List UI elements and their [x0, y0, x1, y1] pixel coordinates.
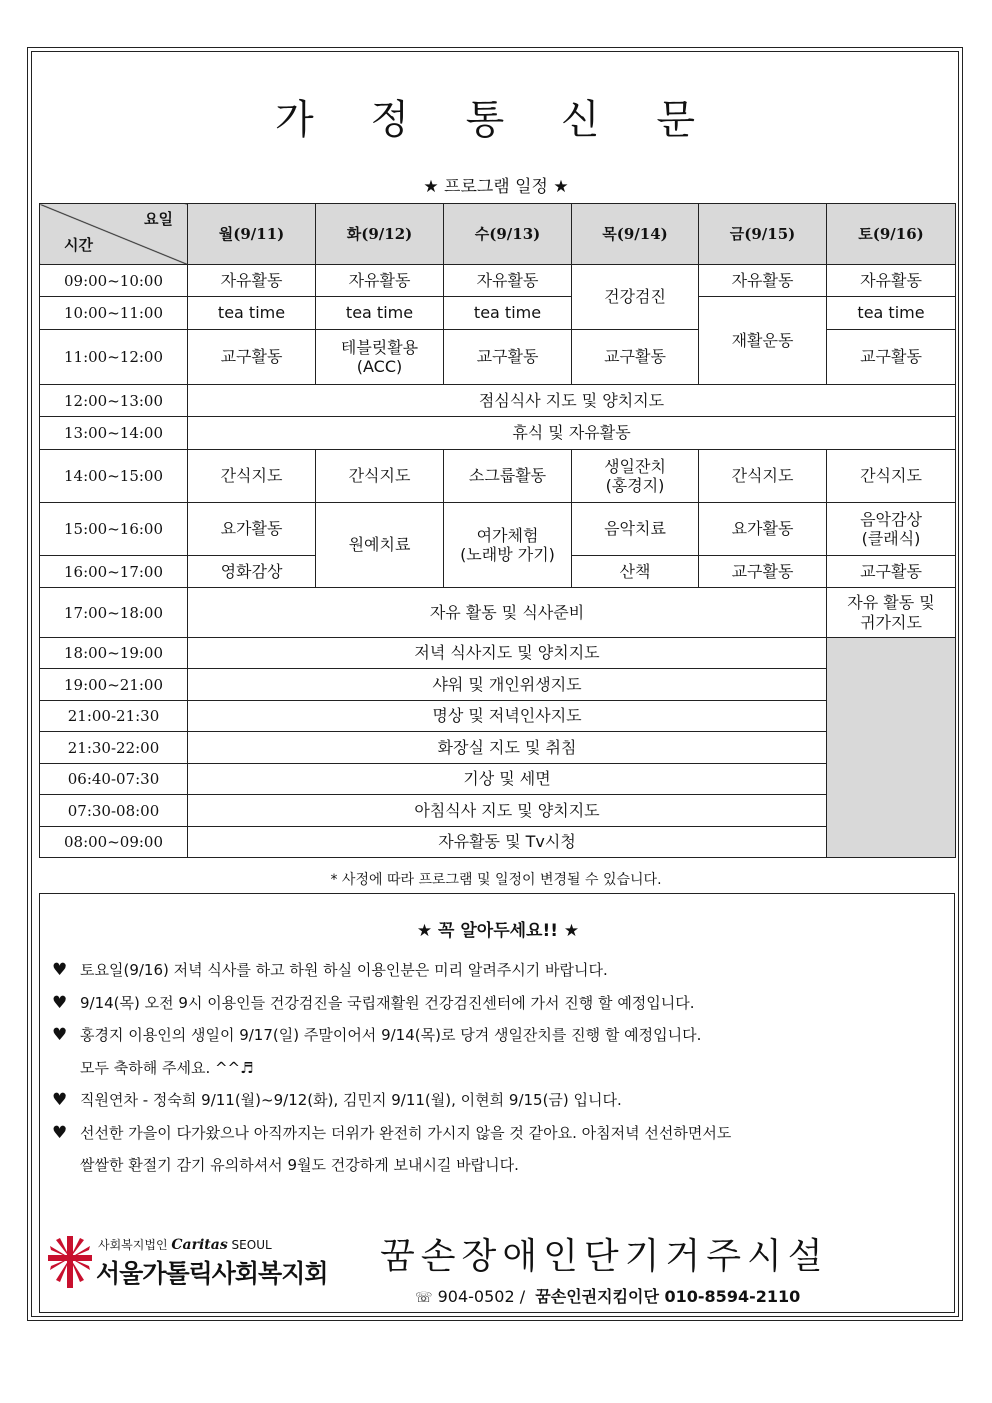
activity-cell: 교구활동 — [827, 556, 956, 588]
time-cell: 07:30-08:00 — [40, 795, 188, 827]
caritas-mark-icon — [48, 1236, 92, 1288]
schedule-note: * 사정에 따라 프로그램 및 일정이 변경될 수 있습니다. — [330, 872, 662, 888]
activity-cell: 교구활동 — [444, 330, 572, 385]
heart-icon: ♥ — [52, 960, 68, 980]
activity-cell — [572, 450, 699, 503]
activity-cell: 소그룹활동 — [444, 450, 572, 503]
activity-line: 여가체험 — [476, 525, 539, 545]
day-header: 화(9/12) — [316, 204, 444, 265]
notice-text: 선선한 가을이 다가왔으나 아직까지는 더위가 완전히 가시지 않을 것 같아요. 아침저녁 선선하면서도 — [80, 1123, 732, 1142]
time-cell: 17:00~18:00 — [40, 588, 188, 638]
time-cell: 14:00~15:00 — [40, 450, 188, 503]
time-cell: 12:00~13:00 — [40, 385, 188, 417]
logo-brand: Caritas — [171, 1237, 228, 1253]
time-cell: 19:00~21:00 — [40, 669, 188, 701]
activity-cell: 아침식사 지도 및 양치지도 — [188, 795, 827, 827]
activity-line: 테블릿활용 — [340, 337, 419, 357]
activity-cell: 기상 및 세면 — [188, 764, 827, 795]
schedule-heading: ★ 프로그램 일정 ★ — [423, 177, 569, 197]
list-item — [52, 1117, 947, 1182]
list-item — [52, 1019, 947, 1084]
activity-cell: 자유활동 — [188, 265, 316, 297]
time-cell: 08:00~09:00 — [40, 827, 188, 858]
activity-line: (ACC) — [356, 357, 403, 376]
day-header: 금(9/15) — [699, 204, 827, 265]
time-cell: 16:00~17:00 — [40, 556, 188, 588]
activity-cell: 자유활동 및 Tv시청 — [188, 827, 827, 858]
time-cell: 21:30-22:00 — [40, 732, 188, 764]
time-cell: 15:00~16:00 — [40, 503, 188, 556]
activity-cell: tea time — [444, 297, 572, 330]
activity-cell: 저녁 식사지도 및 양치지도 — [188, 638, 827, 669]
activity-cell — [827, 588, 956, 638]
activity-line: (홍경지) — [605, 476, 665, 495]
activity-line: (클래식) — [861, 529, 921, 548]
corner-cell — [40, 204, 188, 265]
activity-cell: 요가활동 — [188, 503, 316, 556]
table-row — [40, 503, 956, 556]
table-row — [40, 827, 956, 858]
table-row — [40, 764, 956, 795]
activity-line: 음악감상 — [860, 509, 922, 529]
table-row — [40, 265, 956, 297]
notice-title: ★ 꼭 알아두세요!! ★ — [416, 921, 580, 941]
activity-cell — [827, 503, 956, 556]
activity-cell: 요가활동 — [699, 503, 827, 556]
logo-prefix: 사회복지법인 — [98, 1238, 168, 1252]
list-item — [52, 987, 947, 1020]
page-title: 가 정 통 신 문 — [274, 97, 718, 143]
facility-name: 꿈손장애인단기거주시설 — [380, 1236, 829, 1277]
activity-cell: 자유활동 — [444, 265, 572, 297]
corner-day-label: 요일 — [144, 210, 173, 228]
schedule-table — [39, 203, 956, 858]
activity-cell: 교구활동 — [699, 556, 827, 588]
activity-cell — [444, 503, 572, 588]
time-cell: 06:40-07:30 — [40, 764, 188, 795]
logo-suffix: SEOUL — [231, 1238, 272, 1252]
table-row — [40, 638, 956, 669]
activity-cell: 교구활동 — [827, 330, 956, 385]
activity-cell: 자유활동 — [699, 265, 827, 297]
activity-cell: 점심식사 지도 및 양치지도 — [188, 385, 956, 417]
table-row — [40, 669, 956, 701]
day-header: 수(9/13) — [444, 204, 572, 265]
activity-line: 자유 활동 및 — [847, 593, 935, 613]
activity-cell: 산책 — [572, 556, 699, 588]
contact-line — [415, 1284, 800, 1307]
activity-cell — [316, 330, 444, 385]
activity-cell: 화장실 지도 및 취침 — [188, 732, 827, 764]
day-header: 월(9/11) — [188, 204, 316, 265]
notice-text-cont: 쌀쌀한 환절기 감기 유의하셔서 9월도 건강하게 보내시길 바랍니다. — [80, 1156, 519, 1174]
activity-cell: 간식지도 — [188, 450, 316, 503]
heart-icon: ♥ — [52, 1122, 68, 1143]
notice-text: 홍경지 이용인의 생일이 9/17(일) 주말이어서 9/14(목)로 당겨 생일잔치를 진행 할 예정입니다. — [80, 1026, 702, 1044]
activity-cell: 음악치료 — [572, 503, 699, 556]
activity-cell: 건강검진 — [572, 265, 699, 330]
time-cell: 21:00-21:30 — [40, 701, 188, 732]
phone-number: 904-0502 / — [437, 1287, 526, 1306]
notice-list — [52, 954, 947, 1182]
notice-text: 직원연차 - 정숙희 9/11(월)~9/12(화), 김민지 9/11(월), 이현희 9/15(금) 입니다. — [80, 1091, 622, 1109]
activity-cell: 간식지도 — [827, 450, 956, 503]
table-row — [40, 297, 956, 330]
table-row — [40, 450, 956, 503]
time-cell: 11:00~12:00 — [40, 330, 188, 385]
phone-icon: ☏ — [415, 1290, 433, 1306]
activity-cell: tea time — [316, 297, 444, 330]
activity-cell: 간식지도 — [699, 450, 827, 503]
time-cell: 09:00~10:00 — [40, 265, 188, 297]
corner-time-label: 시간 — [64, 236, 93, 254]
heart-icon: ♥ — [52, 992, 68, 1013]
activity-cell: 교구활동 — [572, 330, 699, 385]
activity-cell: 자유 활동 및 식사준비 — [188, 588, 827, 638]
hotline: 꿈손인권지킴이단 010-8594-2110 — [535, 1287, 801, 1306]
table-row — [40, 701, 956, 732]
heart-icon: ♥ — [52, 1090, 68, 1110]
activity-line: 생일잔치 — [604, 456, 666, 476]
activity-cell: 간식지도 — [316, 450, 444, 503]
activity-cell: 휴식 및 자유활동 — [188, 417, 956, 450]
activity-cell: 명상 및 저녁인사지도 — [188, 701, 827, 732]
time-cell: 10:00~11:00 — [40, 297, 188, 330]
table-row — [40, 732, 956, 764]
logo-subtitle — [98, 1236, 272, 1253]
activity-cell: tea time — [827, 297, 956, 330]
table-row — [40, 795, 956, 827]
shaded-cell — [827, 638, 956, 858]
heart-icon: ♥ — [52, 1025, 68, 1045]
activity-cell: 샤워 및 개인위생지도 — [188, 669, 827, 701]
activity-cell: 원예치료 — [316, 503, 444, 588]
logo-name: 서울가톨릭사회복지회 — [96, 1259, 328, 1288]
activity-cell: 영화감상 — [188, 556, 316, 588]
activity-cell: 재활운동 — [699, 297, 827, 385]
activity-cell: 자유활동 — [316, 265, 444, 297]
table-row — [40, 588, 956, 638]
notice-text: 9/14(목) 오전 9시 이용인들 건강검진을 국립재활원 건강검진센터에 가서 진행 할 예정입니다. — [80, 993, 695, 1012]
time-cell: 18:00~19:00 — [40, 638, 188, 669]
list-item — [52, 1084, 947, 1117]
activity-cell: 자유활동 — [827, 265, 956, 297]
activity-line: 귀가지도 — [860, 612, 922, 632]
day-header: 토(9/16) — [827, 204, 956, 265]
list-item — [52, 954, 947, 987]
caritas-logo — [48, 1232, 328, 1304]
table-header-row — [40, 204, 956, 265]
activity-cell: 교구활동 — [188, 330, 316, 385]
table-row — [40, 385, 956, 417]
time-cell: 13:00~14:00 — [40, 417, 188, 450]
day-header: 목(9/14) — [572, 204, 699, 265]
activity-line: (노래방 가기) — [460, 545, 555, 564]
activity-cell: tea time — [188, 297, 316, 330]
table-row — [40, 417, 956, 450]
notice-text: 토요일(9/16) 저녁 식사를 하고 하원 하실 이용인분은 미리 알려주시기 바랍니다. — [80, 961, 608, 979]
notice-text-cont: 모두 축하해 주세요. ^^♬ — [80, 1058, 254, 1077]
